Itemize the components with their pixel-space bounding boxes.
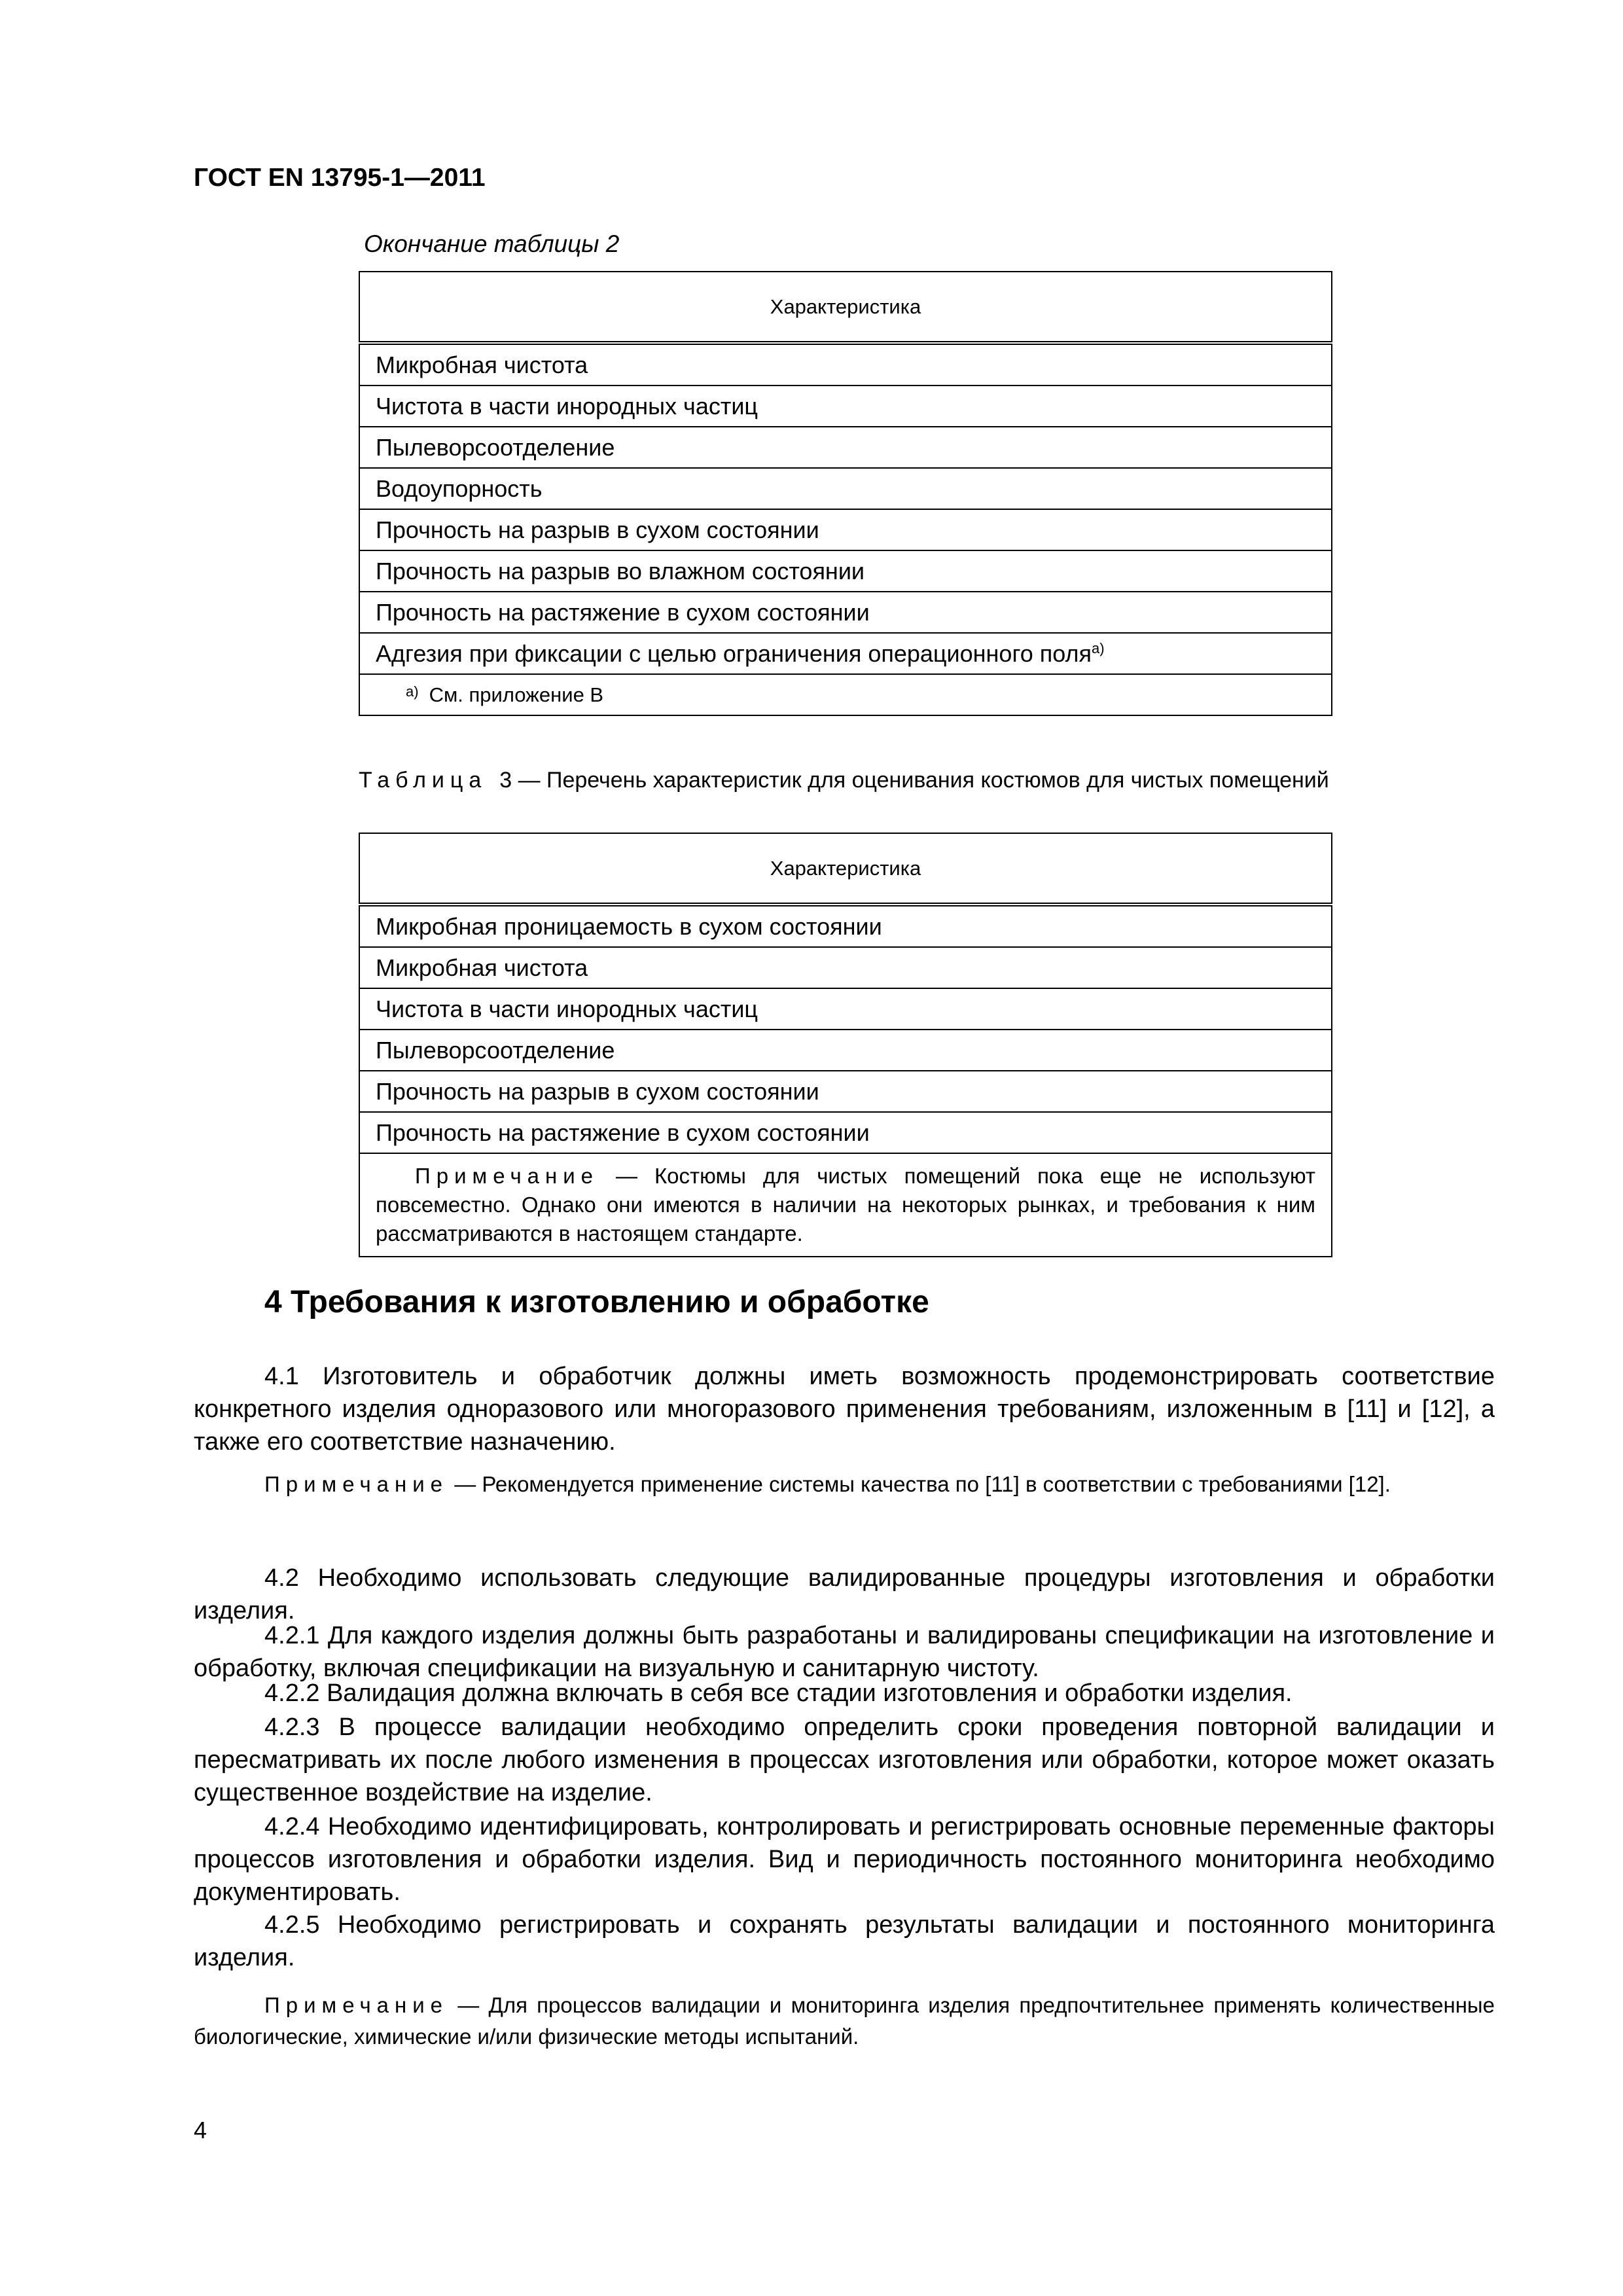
table-3-row: Микробная чистота xyxy=(359,947,1332,988)
document-header: ГОСТ EN 13795-1—2011 xyxy=(194,164,486,192)
table-2-row xyxy=(359,633,1332,674)
table-3 xyxy=(359,833,1332,1257)
table-3-row: Прочность на растяжение в сухом состоянии xyxy=(359,1112,1332,1153)
note-1-label: Примечание xyxy=(264,1472,449,1496)
footnote-marker: a) xyxy=(406,683,419,700)
table-3-column-header: Характеристика xyxy=(359,833,1332,905)
table-3-row: Прочность на разрыв в сухом состоянии xyxy=(359,1071,1332,1112)
table-2 xyxy=(359,271,1332,716)
note-2-text: — Для процессов валидации и мониторинга изделия предпочтительнее применять количественные биологические, химические и/или физические методы испытаний. xyxy=(194,1993,1495,2049)
paragraph-4-2-5: 4.2.5 Необходимо регистрировать и сохранять результаты валидации и постоянного мониторинга изделия. xyxy=(194,1911,1495,1971)
note-1-text: — Рекомендуется применение системы качества по [11] в соответствии с требованиями [12]. xyxy=(454,1472,1391,1496)
table-2-column-header: Характеристика xyxy=(359,272,1332,343)
paragraph-4-1: 4.1 Изготовитель и обработчик должны иметь возможность продемонстрировать соответствие конкретного изделия одноразового или многоразового применения требованиям, изложенным в [11] и [12], а также его соответствие назначению. xyxy=(194,1363,1495,1456)
table-2-row: Прочность на разрыв во влажном состоянии xyxy=(359,550,1332,592)
table-2-row: Прочность на растяжение в сухом состоянии xyxy=(359,592,1332,633)
paragraph-4-2-4: 4.2.4 Необходимо идентифицировать, контролировать и регистрировать основные переменные факторы процессов изготовления и обработки изделия. Вид и периодичность постоянного мониторинга необходимо документировать. xyxy=(194,1813,1495,1906)
table-3-note-text: — Костюмы для чистых помещений пока еще не используют повсеместно. Однако они имеются в наличии на некоторых рынках, и требования к ним рассматриваются в настоящем стандарте. xyxy=(376,1164,1316,1246)
page-number: 4 xyxy=(194,2117,207,2144)
table-3-title-label: Таблица xyxy=(359,768,488,793)
table-3-row: Микробная проницаемость в сухом состоянии xyxy=(359,905,1332,947)
table-2-row: Водоупорность xyxy=(359,468,1332,509)
paragraph-4-2: 4.2 Необходимо использовать следующие валидированные процедуры изготовления и обработки изделия. xyxy=(194,1564,1495,1624)
footnote-text: См. приложение В xyxy=(429,683,604,706)
table-3-row: Пылеворсоотделение xyxy=(359,1030,1332,1071)
table-2-row: Микробная чистота xyxy=(359,343,1332,386)
table-2-row-text: Адгезия при фиксации с целью ограничения операционного поля xyxy=(376,639,1092,667)
table-3-note xyxy=(359,1153,1332,1257)
paragraph-4-2-2: 4.2.2 Валидация должна включать в себя все стадии изготовления и обработки изделия. xyxy=(264,1679,1293,1707)
footnote-reference: a) xyxy=(1092,639,1105,656)
table-3-note-label: Примечание xyxy=(415,1164,599,1188)
note-1 xyxy=(194,1469,1495,1500)
table-3-title xyxy=(359,766,1334,795)
paragraph-4-2-1: 4.2.1 Для каждого изделия должны быть разработаны и валидированы спецификации на изготовление и обработку, включая спецификации на визуальную и санитарную чистоту. xyxy=(194,1622,1495,1682)
table-2-continuation-label: Окончание таблицы 2 xyxy=(364,230,620,257)
table-2-row: Чистота в части инородных частиц xyxy=(359,386,1332,427)
table-2-row: Прочность на разрыв в сухом состоянии xyxy=(359,509,1332,550)
paragraph-4-2-3: 4.2.3 В процессе валидации необходимо определить сроки проведения повторной валидации и пересматривать их после любого изменения в процессах изготовления или обработки, которое может оказать существенное воздействие на изделие. xyxy=(194,1713,1495,1806)
note-2 xyxy=(194,1990,1495,2053)
table-3-title-text: 3 — Перечень характеристик для оценивания костюмов для чистых помещений xyxy=(499,768,1329,793)
table-2-footnote xyxy=(359,674,1332,715)
section-4-heading: 4 Требования к изготовлению и обработке xyxy=(264,1285,929,1319)
table-3-row: Чистота в части инородных частиц xyxy=(359,988,1332,1030)
note-2-label: Примечание xyxy=(264,1993,449,2017)
table-2-row: Пылеворсоотделение xyxy=(359,427,1332,468)
